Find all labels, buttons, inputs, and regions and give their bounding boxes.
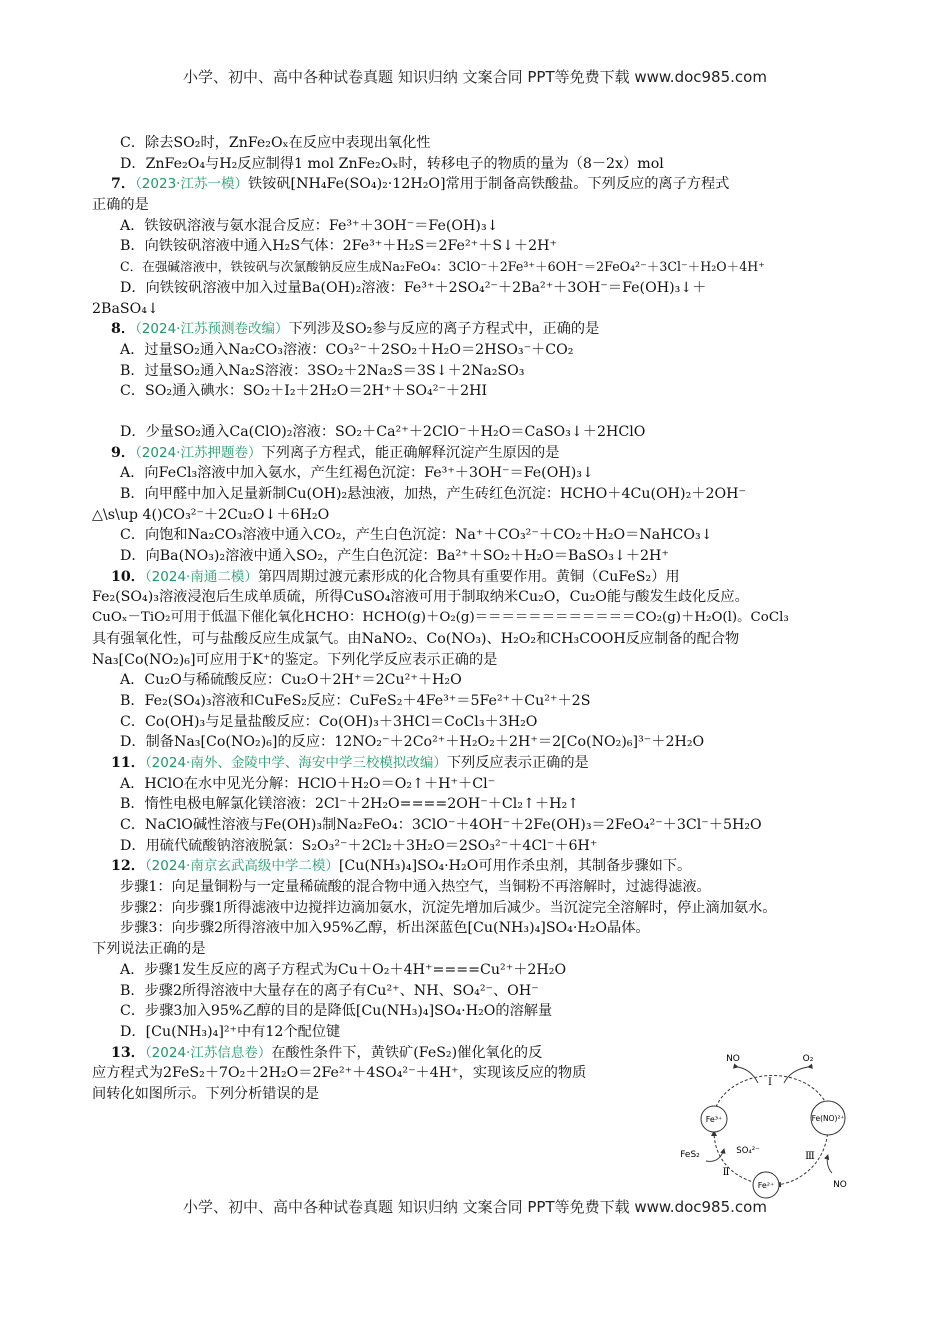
feno-label: Fe(NO)²⁺ <box>811 1114 845 1123</box>
q6-option-c: C．除去SO₂时，ZnFe₂Oₓ在反应中表现出氧化性 <box>120 135 431 151</box>
q7-stem-cont: 正确的是 <box>92 197 149 214</box>
q11-stem <box>92 753 858 774</box>
q11-option-a: A．HClO在水中见光分解：HClO＋H₂O＝O₂↑＋H⁺＋Cl⁻ <box>120 775 496 792</box>
q9-option-a: A．向FeCl₃溶液中加入氨水，产生红褐色沉淀：Fe³⁺＋3OH⁻＝Fe(OH)₃↓ <box>120 465 594 482</box>
q10-stem <box>92 567 858 588</box>
fe3-label: Fe³⁺ <box>705 1115 723 1124</box>
q7-stem <box>92 174 858 195</box>
q10-stem-4: 具有强氧化性，可与盐酸反应生成氯气。由NaNO₂、Co(NO₃)、H₂O₂和CH₃COOH反应制备的配合物 <box>92 630 740 647</box>
q10-option-c: C．Co(OH)₃与足量盐酸反应：Co(OH)₃＋3HCl＝CoCl₃＋3H₂O <box>120 713 538 730</box>
q13-stem-3: 间转化如图所示。下列分析错误的是 <box>92 1085 320 1102</box>
step-2-label: Ⅱ <box>722 1167 730 1178</box>
q9-option-b: B．向甲醛中加入足量新制Cu(OH)₂悬浊液，加热，产生砖红色沉淀：HCHO＋4Cu(OH)₂＋2OH⁻ <box>120 486 746 502</box>
q8-option-d: D．少量SO₂通入Ca(ClO)₂溶液：SO₂＋Ca²⁺＋2ClO⁻＋H₂O＝CaSO₃↓＋2HClO <box>120 423 646 440</box>
q12-number: 12． <box>111 858 145 875</box>
q12-option-d: D．[Cu(NH₃)₄]²⁺中有12个配位键 <box>120 1023 341 1040</box>
q11-option-d: D．用硫代硫酸钠溶液脱氯：S₂O₃²⁻＋2Cl₂＋3H₂O＝2SO₃²⁻＋4Cl⁻＋6H⁺ <box>120 837 598 854</box>
q7-option-c: C．在强碱溶液中，铁铵矾与次氯酸钠反应生成Na₂FeO₄：3ClO⁻＋2Fe³⁺＋6OH⁻＝2FeO₄²⁻＋3Cl⁻＋H₂O＋4H⁺ <box>120 259 765 275</box>
q11-option-c: C．NaClO碱性溶液与Fe(OH)₃制Na₂FeO₄：3ClO⁻＋4OH⁻＋2Fe(OH)₃＝2FeO₄²⁻＋3Cl⁻＋5H₂O <box>120 817 762 833</box>
q10-source: （2024·南通二模） <box>144 568 258 585</box>
q12-prompt: 下列说法正确的是 <box>92 941 206 958</box>
q9-stem <box>92 443 858 464</box>
step-3-label: Ⅲ <box>805 1151 815 1162</box>
q6-option-d: D．ZnFe₂O₄与H₂反应制得1 mol ZnFe₂Oₓ时，转移电子的物质的量为（8－2x）mol <box>120 155 664 172</box>
q8-text: 下列涉及SO₂参与反应的离子方程式中，正确的是 <box>288 321 600 338</box>
q13-source: （2024·江苏信息卷） <box>144 1044 272 1061</box>
q7-number: 7． <box>111 176 136 193</box>
no-in-label: NO <box>833 1180 847 1190</box>
q12-option-b: B．步骤2所得溶液中大量存在的离子有Cu²⁺、NH、SO₄²⁻、OH⁻ <box>120 982 539 999</box>
q13-number: 13． <box>111 1044 145 1061</box>
fes2-input-arrow <box>706 1149 724 1161</box>
q12-stem <box>92 856 858 877</box>
q8-option-c: C．SO₂通入碘水：SO₂＋I₂＋2H₂O＝2H⁺＋SO₄²⁻＋2HI <box>120 383 488 400</box>
q10-option-b: B．Fe₂(SO₄)₃溶液和CuFeS₂反应：CuFeS₂＋4Fe³⁺＝5Fe²⁺＋Cu²⁺＋2S <box>120 692 591 709</box>
document-body <box>92 133 858 1105</box>
q7-source: （2023·江苏一模） <box>135 176 248 193</box>
q12-text: [Cu(NH₃)₄]SO₄·H₂O可用作杀虫剂，其制备步骤如下。 <box>338 858 692 875</box>
q8-stem <box>92 319 858 340</box>
q10-stem-5: Na₃[Co(NO₂)₆]可应用于K⁺的鉴定。下列化学反应表示正确的是 <box>92 651 498 668</box>
q11-source: （2024·南外、金陵中学、海安中学三校模拟改编） <box>144 754 447 771</box>
q10-text: 第四周期过渡元素形成的化合物具有重要作用。黄铜（CuFeS₂）用 <box>257 568 680 585</box>
so4-label: SO₄²⁻ <box>736 1146 760 1156</box>
q11-option-b: B．惰性电极电解氯化镁溶液：2Cl⁻＋2H₂O====2OH⁻＋Cl₂↑＋H₂↑ <box>120 796 580 813</box>
fes2-cycle-diagram <box>678 1045 860 1205</box>
no-input-arrow <box>827 1155 832 1173</box>
q7-option-d-cont: 2BaSO₄↓ <box>92 300 159 317</box>
q7-option-d: D．向铁铵矾溶液中加入过量Ba(OH)₂溶液：Fe³⁺＋2SO₄²⁻＋2Ba²⁺＋3OH⁻＝Fe(OH)₃↓＋ <box>120 279 707 296</box>
q9-option-b-cont: △\s\up 4()CO₃²⁻＋2Cu₂O↓＋6H₂O <box>92 506 330 523</box>
page-footer: 小学、初中、高中各种试卷真题 知识归纳 文案合同 PPT等免费下载 www.doc985.com <box>183 1198 767 1216</box>
q7-option-b: B．向铁铵矾溶液中通入H₂S气体：2Fe³⁺＋H₂S＝2Fe²⁺＋S↓＋2H⁺ <box>120 238 557 255</box>
q10-number: 10． <box>111 568 145 585</box>
no-out-label: NO <box>726 1054 740 1064</box>
q13-stem <box>92 1043 701 1064</box>
q12-option-c: C．步骤3加入95%乙醇的目的是降低[Cu(NH₃)₄]SO₄·H₂O的溶解量 <box>120 1003 553 1020</box>
no-release-arrow <box>738 1067 758 1083</box>
cycle-arrow-3 <box>776 1129 828 1185</box>
cycle-arrow-1 <box>716 1075 828 1107</box>
q11-number: 11． <box>111 754 145 771</box>
q7-text: 铁铵矾[NH₄Fe(SO₄)₂·12H₂O]常用于制备高铁酸盐。下列反应的离子方程式 <box>247 176 730 193</box>
q8-option-a: A．过量SO₂通入Na₂CO₃溶液：CO₃²⁻＋2SO₂＋H₂O＝2HSO₃⁻＋CO₂ <box>120 341 574 358</box>
q10-option-d: D．制备Na₃[Co(NO₂)₆]的反应：12NO₂⁻＋2Co²⁺＋H₂O₂＋2H⁺＝2[Co(NO₂)₆]³⁻＋2H₂O <box>120 734 705 751</box>
q11-text: 下列反应表示正确的是 <box>446 754 589 771</box>
q9-number: 9． <box>111 444 136 461</box>
q12-option-a: A．步骤1发生反应的离子方程式为Cu＋O₂＋4H⁺====Cu²⁺＋2H₂O <box>120 961 567 978</box>
fes2-label: FeS₂ <box>680 1150 700 1160</box>
q9-option-d: D．向Ba(NO₃)₂溶液中通入SO₂，产生白色沉淀：Ba²⁺＋SO₂＋H₂O＝BaSO₃↓＋2H⁺ <box>120 548 669 565</box>
q13-stem-2: 应方程式为2FeS₂＋7O₂＋2H₂O＝2Fe²⁺＋4SO₄²⁻＋4H⁺，实现该反应的物质 <box>92 1065 587 1082</box>
q9-option-c: C．向饱和Na₂CO₃溶液中通入CO₂，产生白色沉淀：Na⁺＋CO₃²⁻＋CO₂＋H₂O＝NaHCO₃↓ <box>120 527 713 544</box>
step-1-label: Ⅰ <box>768 1077 772 1088</box>
o2-input-arrow <box>784 1067 808 1083</box>
q10-option-a: A．Cu₂O与稀硫酸反应：Cu₂O＋2H⁺＝2Cu²⁺＋H₂O <box>120 672 462 689</box>
q12-step-1: 步骤1：向足量铜粉与一定量稀硫酸的混合物中通入热空气，当铜粉不再溶解时，过滤得滤液。 <box>120 879 711 896</box>
q8-source: （2024·江苏预测卷改编） <box>135 321 289 338</box>
q9-text: 下列离子方程式，能正确解释沉淀产生原因的是 <box>261 444 560 461</box>
q8-option-b: B．过量SO₂通入Na₂S溶液：3SO₂＋2Na₂S＝3S↓＋2Na₂SO₃ <box>120 362 525 379</box>
q7-option-a: A．铁铵矾溶液与氨水混合反应：Fe³⁺＋3OH⁻＝Fe(OH)₃↓ <box>120 217 499 234</box>
q10-stem-2: Fe₂(SO₄)₃溶液浸泡后生成单质硫，所得CuSO₄溶液可用于制取纳米Cu₂O，Cu₂O能与酸发生歧化反应。 <box>92 589 749 606</box>
spacer <box>92 402 858 422</box>
fe2-label: Fe²⁺ <box>757 1181 775 1190</box>
o2-label: O₂ <box>802 1054 814 1064</box>
q8-number: 8． <box>111 321 136 338</box>
q13-text: 在酸性条件下，黄铁矿(FeS₂)催化氧化的反 <box>271 1044 543 1061</box>
q12-step-3: 步骤3：向步骤2所得溶液中加入95%乙醇，析出深蓝色[Cu(NH₃)₄]SO₄·H₂O晶体。 <box>120 920 650 937</box>
q9-source: （2024·江苏押题卷） <box>135 444 262 461</box>
q10-stem-3: CuOₓ－TiO₂可用于低温下催化氧化HCHO：HCHO(g)＋O₂(g)＝＝＝＝＝＝＝＝＝＝＝＝CO₂(g)＋H₂O(l)。CoCl₃ <box>92 610 789 626</box>
q12-step-2: 步骤2：向步骤1所得滤液中边搅拌边滴加氨水，沉淀先增加后减少。当沉淀完全溶解时，停止滴加氨水。 <box>120 899 777 916</box>
page-header: 小学、初中、高中各种试卷真题 知识归纳 文案合同 PPT等免费下载 www.doc985.com <box>183 68 767 86</box>
q12-source: （2024·南京玄武高级中学二模） <box>144 858 339 875</box>
